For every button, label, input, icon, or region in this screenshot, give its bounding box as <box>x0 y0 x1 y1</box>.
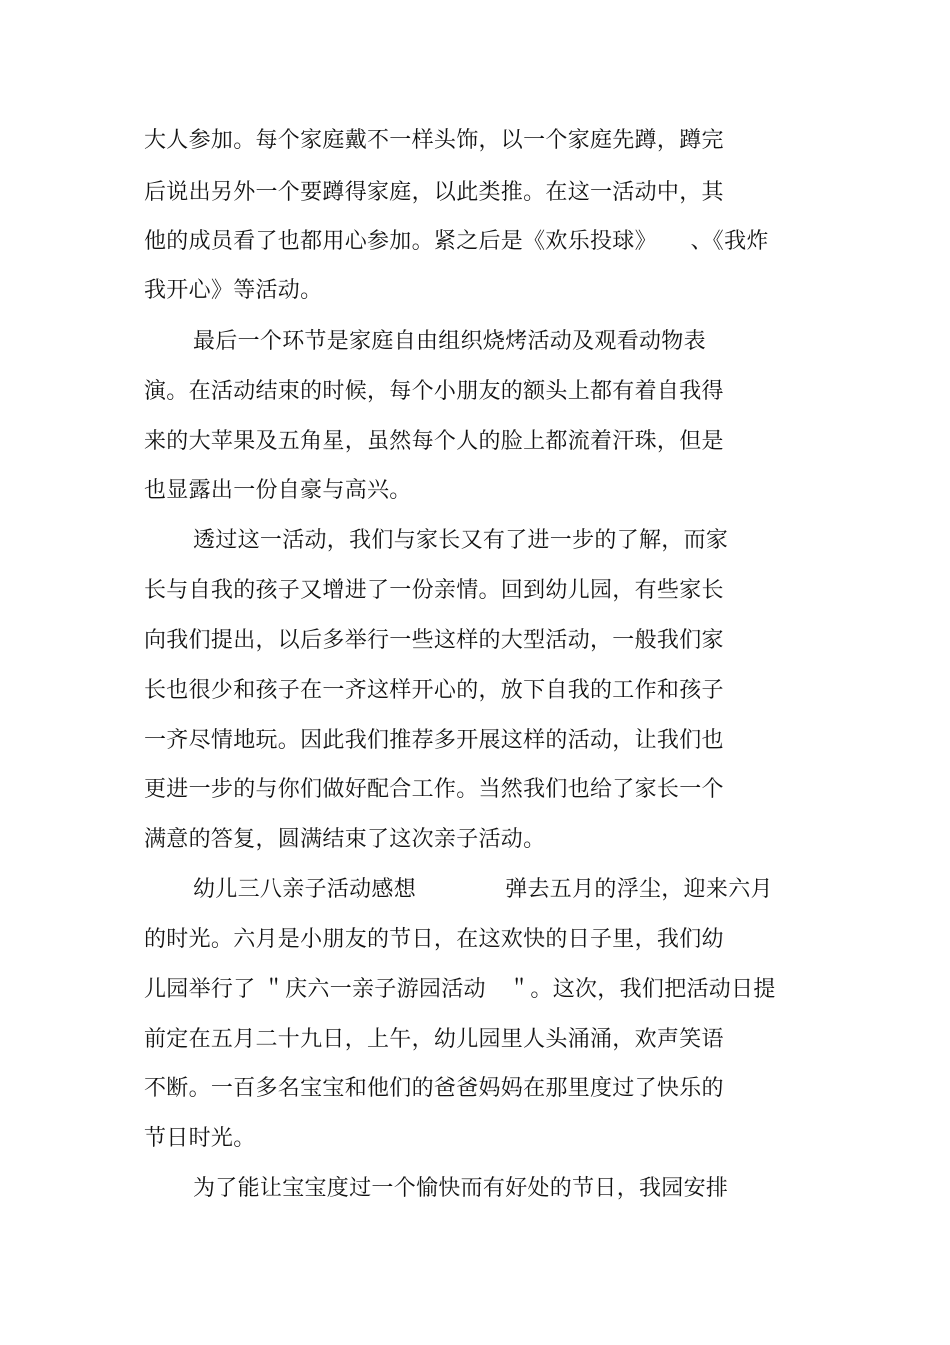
text-line: 更进一步的与你们做好配合工作。当然我们也给了家长一个 <box>144 777 724 802</box>
text-line: 为了能让宝宝度过一个愉快而有好处的节日，我园安排 <box>193 1176 729 1201</box>
text-line: 他的成员看了也都用心参加。紧之后是《欢乐投球》 、《我炸 <box>144 229 769 254</box>
text-line: 前定在五月二十九日，上午，幼儿园里人头涌涌，欢声笑语 <box>144 1027 724 1052</box>
text-line: 儿园举行了 ＂庆六一亲子游园活动 ＂。这次，我们把活动日提 <box>144 977 776 1002</box>
text-line: 透过这一活动，我们与家长又有了进一步的了解，而家 <box>193 528 729 553</box>
text-line: 幼儿三八亲子活动感想 弹去五月的浮尘，迎来六月 <box>193 877 773 902</box>
text-line: 节日时光。 <box>144 1126 256 1151</box>
text-line: 后说出另外一个要蹲得家庭，以此类推。在这一活动中，其 <box>144 180 724 205</box>
text-line: 向我们提出，以后多举行一些这样的大型活动，一般我们家 <box>144 628 724 653</box>
text-line: 最后一个环节是家庭自由组织烧烤活动及观看动物表 <box>193 329 706 354</box>
text-line: 长与自我的孩子又增进了一份亲情。回到幼儿园，有些家长 <box>144 578 724 603</box>
text-line: 也显露出一份自豪与高兴。 <box>144 478 412 503</box>
text-line: 长也很少和孩子在一齐这样开心的，放下自我的工作和孩子 <box>144 678 724 703</box>
text-line: 我开心》等活动。 <box>144 278 323 303</box>
text-line: 不断。一百多名宝宝和他们的爸爸妈妈在那里度过了快乐的 <box>144 1076 724 1101</box>
text-line: 大人参加。每个家庭戴不一样头饰，以一个家庭先蹲，蹲完 <box>144 128 724 153</box>
text-line: 的时光。六月是小朋友的节日，在这欢快的日子里，我们幼 <box>144 927 724 952</box>
text-line: 满意的答复，圆满结束了这次亲子活动。 <box>144 827 546 852</box>
text-line: 来的大苹果及五角星，虽然每个人的脸上都流着汗珠，但是 <box>144 429 724 454</box>
text-line: 一齐尽情地玩。因此我们推荐多开展这样的活动，让我们也 <box>144 728 724 753</box>
text-line: 演。在活动结束的时候，每个小朋友的额头上都有着自我得 <box>144 379 724 404</box>
